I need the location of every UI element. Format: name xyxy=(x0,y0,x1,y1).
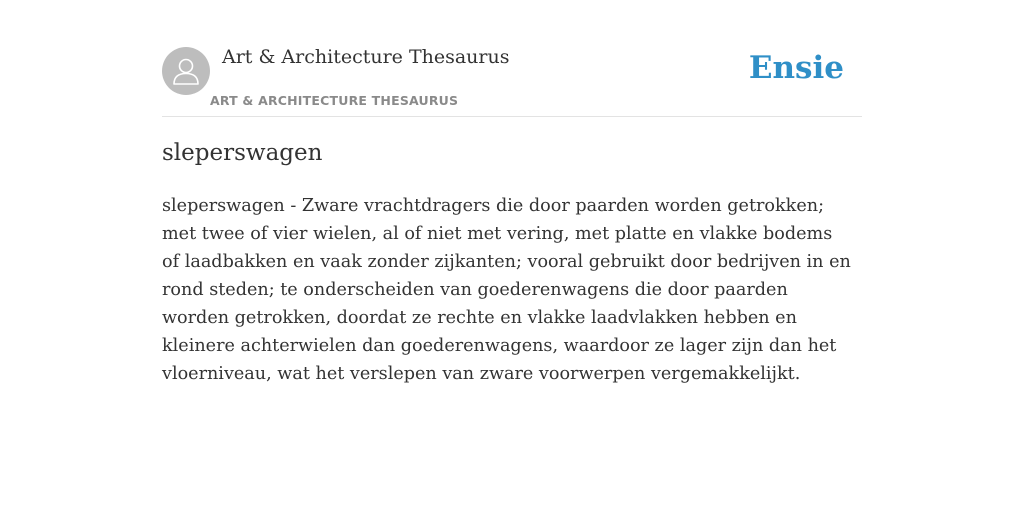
user-icon xyxy=(162,47,210,95)
avatar[interactable] xyxy=(162,47,210,95)
source-subtitle[interactable]: ART & ARCHITECTURE THESAURUS xyxy=(210,93,459,108)
source-title[interactable]: Art & Architecture Thesaurus xyxy=(222,46,510,68)
entry-header xyxy=(162,0,862,117)
brand-logo[interactable]: Ensie xyxy=(748,50,844,86)
entry-term: sleperswagen xyxy=(162,140,323,166)
entry-definition: sleperswagen - Zware vrachtdragers die door paarden worden getrokken; met twee of vier wielen, al of niet met vering, met platte en vlakke bodems of laadbakken en vaak zonder zijkanten; vooral gebruikt door bedrijven in en rond steden; te onderscheiden van goederenwagens die door paarden worden getrokken, doordat ze rechte en vlakke laadvlakken hebben en kleinere achterwielen dan goederenwagens, waardoor ze lager zijn dan het vloerniveau, wat het verslepen van zware voorwerpen vergemakkelijkt. xyxy=(162,196,851,384)
entry-card xyxy=(162,0,862,512)
